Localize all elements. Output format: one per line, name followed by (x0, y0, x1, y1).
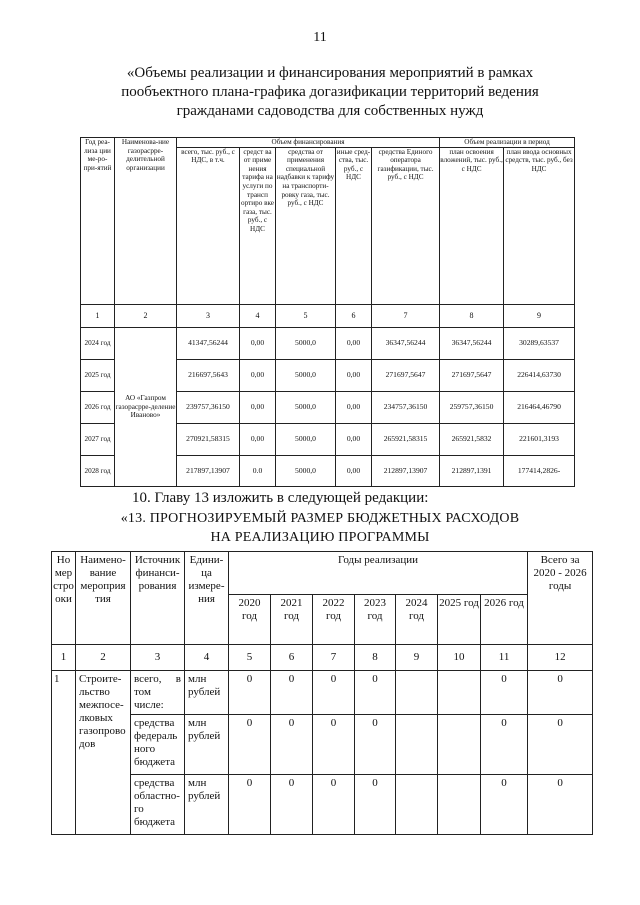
value-cell: 0,00 (240, 360, 276, 392)
value-cell: 216464,46790 (504, 392, 575, 424)
table-row (52, 671, 593, 715)
section-title: «Объемы реализации и финансирования мероприятий в рамках пообъектного плана-графика догазификации территорий ведения гражданами садоводства для собственных нужд (121, 65, 539, 119)
colnum: 3 (131, 645, 185, 671)
header-financing: Объем финансирования (177, 138, 440, 148)
value-cell: 0,00 (240, 328, 276, 360)
realization-table (80, 137, 575, 487)
table-row (52, 775, 593, 835)
value-cell: 5000,0 (276, 456, 336, 487)
value-cell: 0,00 (336, 328, 372, 360)
header-total: всего, тыс. руб., с НДС, в т.ч. (177, 147, 240, 304)
value-cell: 0 (528, 775, 593, 835)
value-cell: 271697,5647 (440, 360, 504, 392)
header-tariff: средст ва от приме нения тарифа на услуги по трансп ортиро вке газа, тыс. руб., с НДС (240, 147, 276, 304)
value-cell: 0 (528, 671, 593, 715)
header-other: иные сред-ства, тыс. руб., с НДС (336, 147, 372, 304)
value-cell: 30289,63537 (504, 328, 575, 360)
colnum: 5 (229, 645, 271, 671)
header-org: Наименова-ние газорасpре-делительной организации (115, 138, 177, 305)
header-source: Источник финанси-рования (131, 552, 185, 645)
value-cell: 0 (481, 671, 528, 715)
amendment-heading: 10. Главу 13 изложить в следующей редакции: (132, 490, 429, 506)
value-cell: 226414,63730 (504, 360, 575, 392)
year-cell: 2025 год (81, 360, 115, 392)
value-cell: 265921,5832 (440, 424, 504, 456)
colnum: 10 (438, 645, 481, 671)
value-cell: 0 (271, 775, 313, 835)
value-cell: 0 (313, 715, 355, 775)
value-cell: 41347,56244 (177, 328, 240, 360)
year-header: 2023 год (355, 595, 396, 645)
header-operator: средства Единого оператора газификации, тыс. руб., с НДС (372, 147, 440, 304)
year-cell: 2027 год (81, 424, 115, 456)
activity-name: Строите-льство межпосе-лковых газопрово дов (76, 671, 131, 835)
colnum: 9 (396, 645, 438, 671)
page-number: 11 (313, 30, 327, 45)
budget-table (51, 551, 593, 835)
row-number: 1 (52, 671, 76, 835)
value-cell: 5000,0 (276, 360, 336, 392)
value-cell: 0,00 (336, 424, 372, 456)
value-cell: 271697,5647 (372, 360, 440, 392)
colnum: 2 (115, 305, 177, 328)
value-cell: 0,00 (240, 392, 276, 424)
source-cell: средства областно-го бюджета (131, 775, 185, 835)
value-cell: 239757,36150 (177, 392, 240, 424)
header-surcharge: средства от применения специальной надбавки к тарифу на транспорти-ровку газа, тыс. руб., с НДС (276, 147, 336, 304)
colnum: 1 (52, 645, 76, 671)
value-cell: 0 (481, 715, 528, 775)
colnum: 8 (355, 645, 396, 671)
value-cell (396, 671, 438, 715)
value-cell: 5000,0 (276, 328, 336, 360)
value-cell: 36347,56244 (372, 328, 440, 360)
table-row (81, 328, 575, 360)
value-cell: 0,00 (240, 424, 276, 456)
value-cell (438, 671, 481, 715)
value-cell: 0 (271, 671, 313, 715)
header-activity: Наимено-вание мероприя тия (76, 552, 131, 645)
value-cell (396, 775, 438, 835)
year-header: 2025 год (438, 595, 481, 645)
year-header: 2021 год (271, 595, 313, 645)
value-cell: 0 (528, 715, 593, 775)
value-cell: 0 (313, 775, 355, 835)
year-cell: 2024 год (81, 328, 115, 360)
year-header: 2026 год (481, 595, 528, 645)
value-cell: 36347,56244 (440, 328, 504, 360)
year-header: 2020 год (229, 595, 271, 645)
value-cell: 0.0 (240, 456, 276, 487)
chapter-title-line2: НА РЕАЛИЗАЦИЮ ПРОГРАММЫ (210, 530, 430, 545)
colnum: 12 (528, 645, 593, 671)
header-realization: Объем реализации в период (440, 138, 575, 148)
colnum: 7 (313, 645, 355, 671)
value-cell: 217897,13907 (177, 456, 240, 487)
value-cell (438, 775, 481, 835)
value-cell: 234757,36150 (372, 392, 440, 424)
colnum: 9 (504, 305, 575, 328)
value-cell: 221601,3193 (504, 424, 575, 456)
unit-cell: млн рублей (185, 715, 229, 775)
value-cell: 265921,58315 (372, 424, 440, 456)
value-cell: 0 (313, 671, 355, 715)
header-total: Всего за 2020 - 2026 годы (528, 552, 593, 645)
value-cell (396, 715, 438, 775)
value-cell: 0 (229, 715, 271, 775)
header-plan-investment: план освоения вложений, тыс. руб., с НДС (440, 147, 504, 304)
value-cell: 0,00 (336, 456, 372, 487)
colnum: 6 (271, 645, 313, 671)
colnum: 11 (481, 645, 528, 671)
chapter-title-line1: «13. ПРОГНОЗИРУЕМЫЙ РАЗМЕР БЮДЖЕТНЫХ РАСХОДОВ (120, 511, 520, 526)
colnum: 7 (372, 305, 440, 328)
value-cell: 212897,1391 (440, 456, 504, 487)
value-cell: 177414,2826- (504, 456, 575, 487)
year-cell: 2028 год (81, 456, 115, 487)
colnum: 1 (81, 305, 115, 328)
colnum: 4 (185, 645, 229, 671)
value-cell: 0 (355, 671, 396, 715)
colnum: 2 (76, 645, 131, 671)
value-cell: 216697,5643 (177, 360, 240, 392)
colnum: 8 (440, 305, 504, 328)
colnum: 4 (240, 305, 276, 328)
value-cell: 0 (271, 715, 313, 775)
source-cell: всего, в том числе: (131, 671, 185, 715)
source-cell: средства федераль ного бюджета (131, 715, 185, 775)
year-cell: 2026 год (81, 392, 115, 424)
value-cell: 0 (229, 775, 271, 835)
unit-cell: млн рублей (185, 671, 229, 715)
value-cell: 0 (481, 775, 528, 835)
colnum: 3 (177, 305, 240, 328)
value-cell: 259757,36150 (440, 392, 504, 424)
value-cell (438, 715, 481, 775)
table-row (52, 715, 593, 775)
org-name: АО «Газпром газорасpре-деление Иваново» (115, 328, 177, 487)
value-cell: 0 (355, 775, 396, 835)
colnum: 5 (276, 305, 336, 328)
year-header: 2022 год (313, 595, 355, 645)
value-cell: 0 (229, 671, 271, 715)
colnum: 6 (336, 305, 372, 328)
header-years: Годы реализации (229, 552, 528, 595)
value-cell: 270921,58315 (177, 424, 240, 456)
value-cell: 5000,0 (276, 392, 336, 424)
value-cell: 0,00 (336, 392, 372, 424)
header-year: Год реа-лиза ции ме-ро-при-ятий (81, 138, 115, 305)
header-row-number: Но мер стро оки (52, 552, 76, 645)
unit-cell: млн рублей (185, 775, 229, 835)
value-cell: 212897,13907 (372, 456, 440, 487)
year-header: 2024 год (396, 595, 438, 645)
value-cell: 5000,0 (276, 424, 336, 456)
value-cell: 0 (355, 715, 396, 775)
header-unit: Едини-ца измере-ния (185, 552, 229, 645)
header-plan-assets: план ввода основных средств, тыс. руб., без НДС (504, 147, 575, 304)
value-cell: 0,00 (336, 360, 372, 392)
